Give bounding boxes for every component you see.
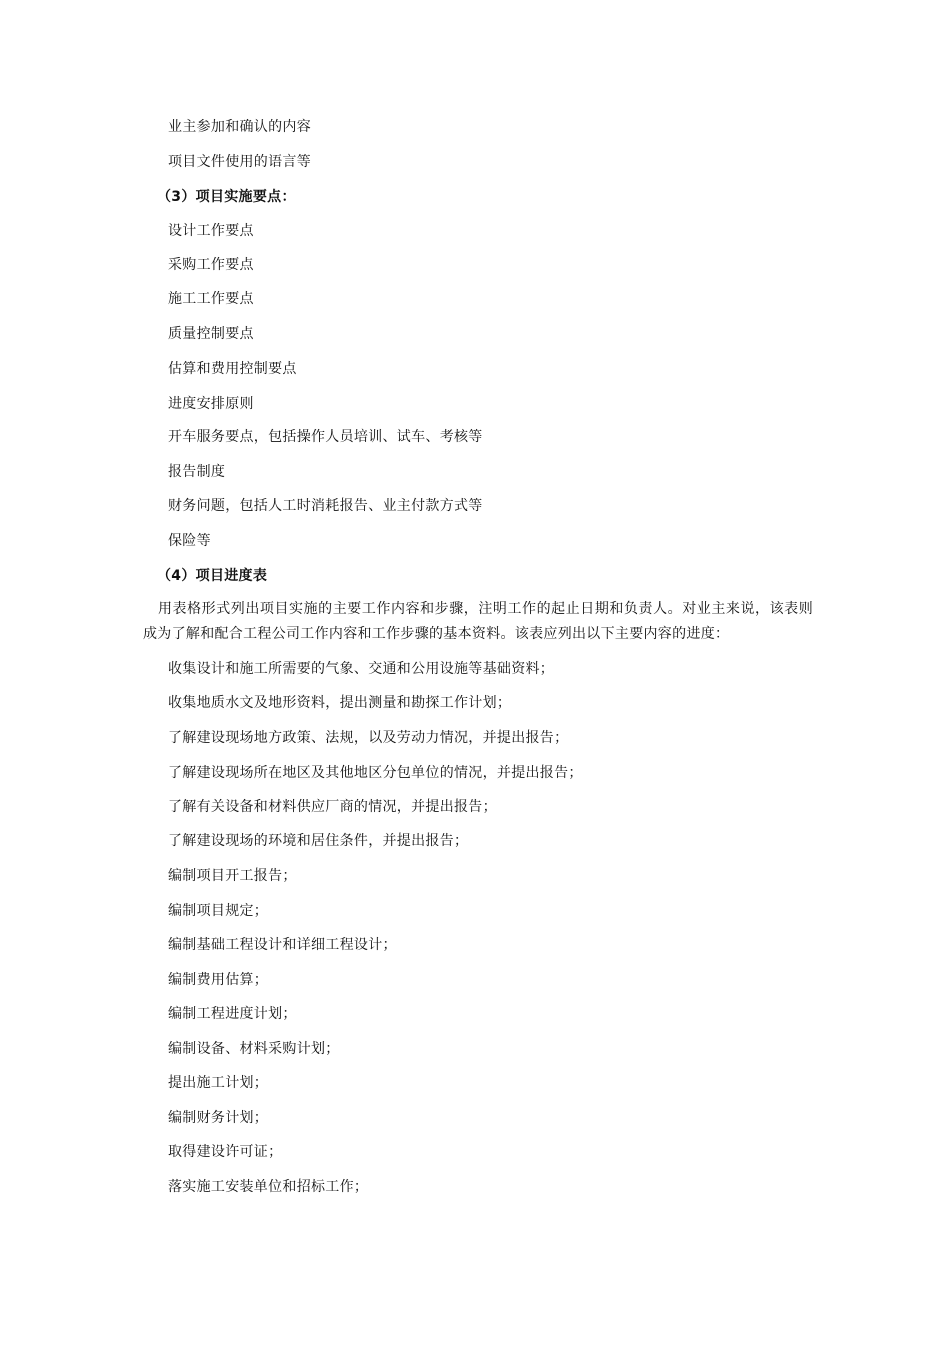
list-item: 收集设计和施工所需要的气象、交通和公用设施等基础资料； [168, 661, 555, 677]
list-item: 估算和费用控制要点 [168, 361, 297, 377]
list-item: 编制项目开工报告； [168, 868, 297, 884]
list-item: 编制基础工程设计和详细工程设计； [168, 937, 397, 953]
list-item: 了解建设现场所在地区及其他地区分包单位的情况，并提出报告； [168, 765, 583, 781]
list-item: 编制设备、材料采购计划； [168, 1041, 340, 1057]
list-item: 项目文件使用的语言等 [168, 154, 311, 170]
list-item: 了解建设现场的环境和居住条件，并提出报告； [168, 833, 469, 849]
list-item: 了解建设现场地方政策、法规，以及劳动力情况，并提出报告； [168, 730, 569, 746]
section-heading: （3）项目实施要点： [157, 189, 296, 205]
list-item: 采购工作要点 [168, 257, 254, 273]
list-item: 取得建设许可证； [168, 1144, 283, 1160]
list-item: 开车服务要点，包括操作人员培训、试车、考核等 [168, 429, 483, 445]
list-item: 编制费用估算； [168, 972, 269, 988]
list-item: 进度安排原则 [168, 396, 254, 412]
list-item: 施工工作要点 [168, 291, 254, 307]
body-paragraph: 用表格形式列出项目实施的主要工作内容和步骤，注明工作的起止日期和负责人。对业主来说，该表则成为了解和配合工程公司工作内容和工作步骤的基本资料。该表应列出以下主要内容的进度： [143, 601, 813, 642]
list-item: 保险等 [168, 533, 211, 549]
list-item: 报告制度 [168, 464, 226, 480]
list-item: 编制项目规定； [168, 903, 269, 919]
list-item: 落实施工安装单位和招标工作； [168, 1179, 369, 1195]
list-item: 编制工程进度计划； [168, 1006, 297, 1022]
list-item: 收集地质水文及地形资料，提出测量和勘探工作计划； [168, 695, 512, 711]
list-item: 设计工作要点 [168, 223, 254, 239]
list-item: 了解有关设备和材料供应厂商的情况，并提出报告； [168, 799, 497, 815]
list-item: 编制财务计划； [168, 1110, 269, 1126]
list-item: 业主参加和确认的内容 [168, 119, 311, 135]
list-item: 财务问题，包括人工时消耗报告、业主付款方式等 [168, 498, 483, 514]
section-heading: （4）项目进度表 [157, 568, 268, 584]
list-item: 提出施工计划； [168, 1075, 269, 1091]
list-item: 质量控制要点 [168, 326, 254, 342]
